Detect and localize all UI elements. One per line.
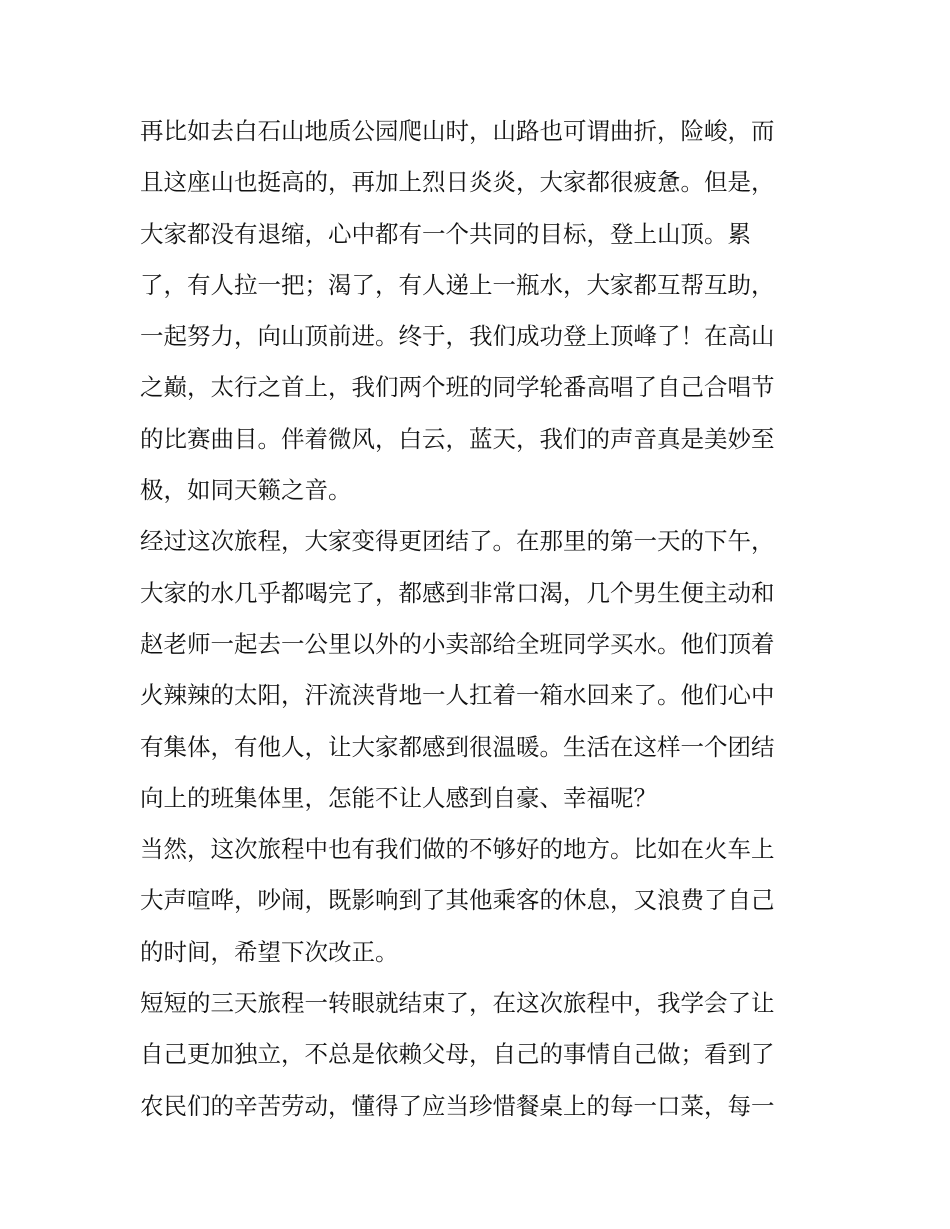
text-line: 大家的水几乎都喝完了，都感到非常口渴，几个男生便主动和 [140, 578, 775, 607]
text-line: 向上的班集体里，怎能不让人感到自豪、幸福呢？ [140, 783, 657, 812]
text-line: 了，有人拉一把；渴了，有人递上一瓶水，大家都互帮互助， [140, 270, 775, 299]
document-body [140, 106, 820, 1132]
text-line: 再比如去白石山地质公园爬山时，山路也可谓曲折，险峻，而 [140, 117, 775, 145]
text-line: 自己更加独立，不总是依赖父母，自己的事情自己做；看到了 [140, 1040, 775, 1069]
text-line: 火辣辣的太阳，汗流浃背地一人扛着一箱水回来了。他们心中 [140, 681, 775, 710]
text-line: 且这座山也挺高的，再加上烈日炎炎，大家都很疲惫。但是， [140, 168, 775, 197]
text-line: 经过这次旅程，大家变得更团结了。在那里的第一天的下午， [140, 527, 775, 556]
text-line: 极，如同天籁之音。 [140, 476, 352, 505]
text-line: 大家都没有退缩，心中都有一个共同的目标，登上山顶。累 [140, 219, 751, 248]
text-line: 农民们的辛苦劳动，懂得了应当珍惜餐桌上的每一口菜，每一 [140, 1091, 775, 1120]
text-line: 的比赛曲目。伴着微风，白云，蓝天，我们的声音真是美妙至 [140, 424, 775, 453]
text-line: 赵老师一起去一公里以外的小卖部给全班同学买水。他们顶着 [140, 629, 775, 658]
text-line: 一起努力，向山顶前进。终于，我们成功登上顶峰了！在高山 [140, 322, 775, 351]
text-line: 之巅，太行之首上，我们两个班的同学轮番高唱了自己合唱节 [140, 373, 775, 402]
text-line: 有集体，有他人，让大家都感到很温暖。生活在这样一个团结 [140, 732, 775, 761]
text-line: 当然，这次旅程中也有我们做的不够好的地方。比如在火车上 [140, 835, 775, 864]
text-line: 短短的三天旅程一转眼就结束了，在这次旅程中，我学会了让 [140, 989, 775, 1018]
text-line: 的时间，希望下次改正。 [140, 937, 399, 966]
text-line: 大声喧哗，吵闹，既影响到了其他乘客的休息，又浪费了自己 [140, 886, 775, 915]
